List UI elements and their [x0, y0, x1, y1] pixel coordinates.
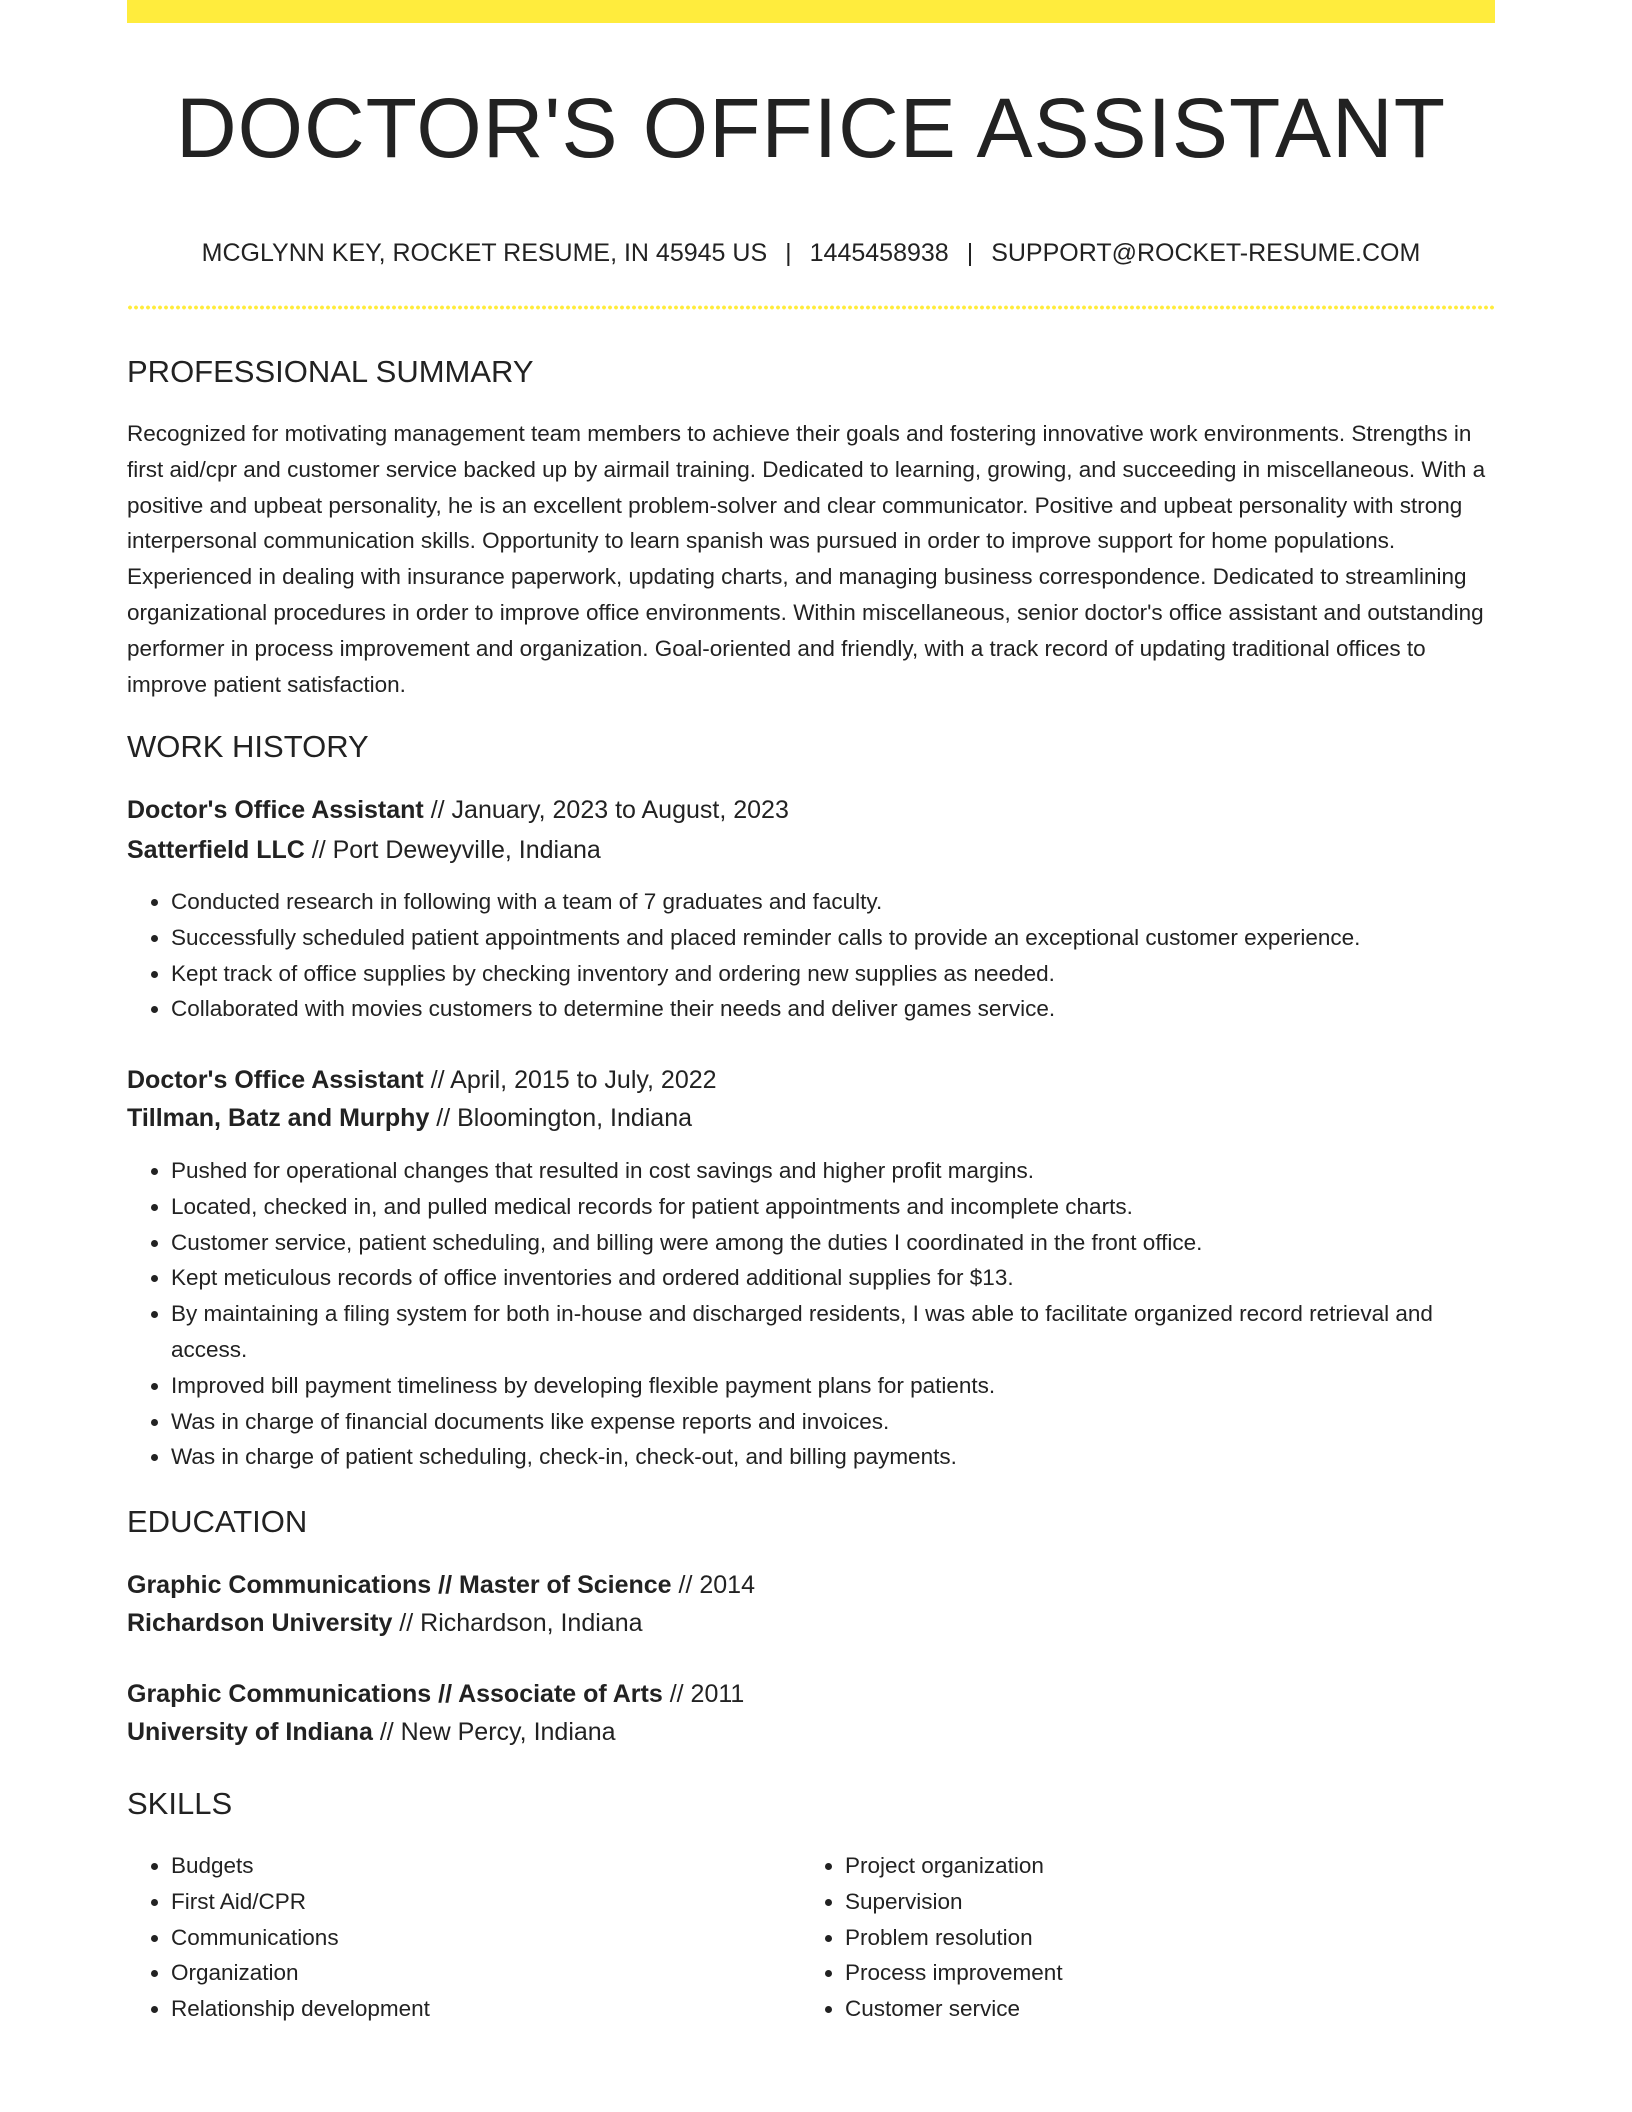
- job-title-line: [127, 792, 789, 828]
- summary-heading: PROFESSIONAL SUMMARY: [127, 354, 534, 389]
- job-company: Satterfield LLC: [127, 836, 305, 864]
- skill-item: • Budgets: [171, 1848, 727, 1884]
- list-item: • Successfully scheduled patient appointments and placed reminder calls to provide an exceptional customer experience.: [171, 920, 1495, 956]
- job-bullets: [127, 884, 1495, 1027]
- job-bullets: [127, 1153, 1495, 1475]
- list-item: • Pushed for operational changes that resulted in cost savings and higher profit margins.: [171, 1153, 1495, 1189]
- skill-item: • Customer service: [845, 1991, 1401, 2027]
- degree-year: // 2011: [662, 1680, 745, 1708]
- skills-list-left: [127, 1848, 727, 2027]
- degree-year: // 2014: [671, 1571, 755, 1599]
- address: MCGLYNN KEY, ROCKET RESUME, IN 45945 US: [201, 239, 768, 267]
- education-degree-line: [127, 1567, 755, 1603]
- contact-separator: |: [966, 239, 974, 267]
- job-company-line: [127, 1100, 692, 1136]
- school: Richardson University: [127, 1609, 393, 1637]
- job-company-line: [127, 832, 601, 868]
- job-role: Doctor's Office Assistant: [127, 1066, 424, 1094]
- candidate-title: DOCTOR'S OFFICE ASSISTANT: [175, 81, 1447, 175]
- job-dates: // April, 2015 to July, 2022: [423, 1066, 717, 1094]
- dotted-divider: [127, 305, 1495, 310]
- job-location: // Port Deweyville, Indiana: [304, 836, 601, 864]
- skill-item: • Process improvement: [845, 1955, 1401, 1991]
- summary-text: Recognized for motivating management team members to achieve their goals and fostering innovative work environments. Strengths in first aid/cpr and customer service backed up by airmail training. Dedicated to learning, growing, and succeeding in miscellaneous. With a positive and upbeat personality, he is an excellent problem-solver and clear communicator. Positive and upbeat personality with strong interpersonal communication skills. Opportunity to learn spanish was pursued in order to improve support for home populations. Experienced in dealing with insurance paperwork, updating charts, and managing business correspondence. Dedicated to streamlining organizational procedures in order to improve office environments. Within miscellaneous, senior doctor's office assistant and outstanding performer in process improvement and organization. Goal-oriented and friendly, with a track record of updating traditional offices to improve patient satisfaction.: [127, 421, 1486, 697]
- school-location: // Richardson, Indiana: [392, 1609, 643, 1637]
- list-item: • Conducted research in following with a team of 7 graduates and faculty.: [171, 884, 1495, 920]
- phone: 1445458938: [809, 239, 949, 267]
- list-item: • Was in charge of patient scheduling, check-in, check-out, and billing payments.: [171, 1439, 1495, 1475]
- list-item: • Collaborated with movies customers to determine their needs and deliver games service.: [171, 991, 1495, 1027]
- education-school-line: [127, 1714, 616, 1750]
- skills-list-right: [801, 1848, 1401, 2027]
- job-role: Doctor's Office Assistant: [127, 796, 424, 824]
- contact-line: [127, 236, 1495, 270]
- skill-item: • Organization: [171, 1955, 727, 1991]
- skills-heading: SKILLS: [127, 1786, 233, 1821]
- skill-item: • Problem resolution: [845, 1920, 1401, 1956]
- work-history-heading: WORK HISTORY: [127, 729, 369, 764]
- list-item: • Improved bill payment timeliness by developing flexible payment plans for patients.: [171, 1368, 1495, 1404]
- school-location: // New Percy, Indiana: [372, 1718, 616, 1746]
- education-heading: EDUCATION: [127, 1504, 308, 1539]
- degree: Graphic Communications // Master of Science: [127, 1571, 672, 1599]
- list-item: • By maintaining a filing system for both in-house and discharged residents, I was able to facilitate organized record retrieval and access.: [171, 1296, 1495, 1368]
- education-degree-line: [127, 1676, 744, 1712]
- list-item: • Customer service, patient scheduling, and billing were among the duties I coordinated in the front office.: [171, 1225, 1495, 1261]
- list-item: • Was in charge of financial documents like expense reports and invoices.: [171, 1404, 1495, 1440]
- job-title-line: [127, 1062, 717, 1098]
- degree: Graphic Communications // Associate of Arts: [127, 1680, 663, 1708]
- skill-item: • Supervision: [845, 1884, 1401, 1920]
- education-school-line: [127, 1605, 643, 1641]
- skill-item: • Project organization: [845, 1848, 1401, 1884]
- job-company: Tillman, Batz and Murphy: [127, 1104, 430, 1132]
- list-item: • Kept track of office supplies by checking inventory and ordering new supplies as needed.: [171, 956, 1495, 992]
- contact-separator: |: [785, 239, 792, 267]
- job-dates: // January, 2023 to August, 2023: [423, 796, 789, 824]
- list-item: • Kept meticulous records of office inventories and ordered additional supplies for $13.: [171, 1260, 1495, 1296]
- skill-item: • First Aid/CPR: [171, 1884, 727, 1920]
- job-location: // Bloomington, Indiana: [429, 1104, 693, 1132]
- skill-item: • Relationship development: [171, 1991, 727, 2027]
- list-item: • Located, checked in, and pulled medical records for patient appointments and incomplete charts.: [171, 1189, 1495, 1225]
- skill-item: • Communications: [171, 1920, 727, 1956]
- school: University of Indiana: [127, 1718, 373, 1746]
- accent-bar: [127, 0, 1495, 23]
- email: SUPPORT@ROCKET-RESUME.COM: [991, 239, 1421, 267]
